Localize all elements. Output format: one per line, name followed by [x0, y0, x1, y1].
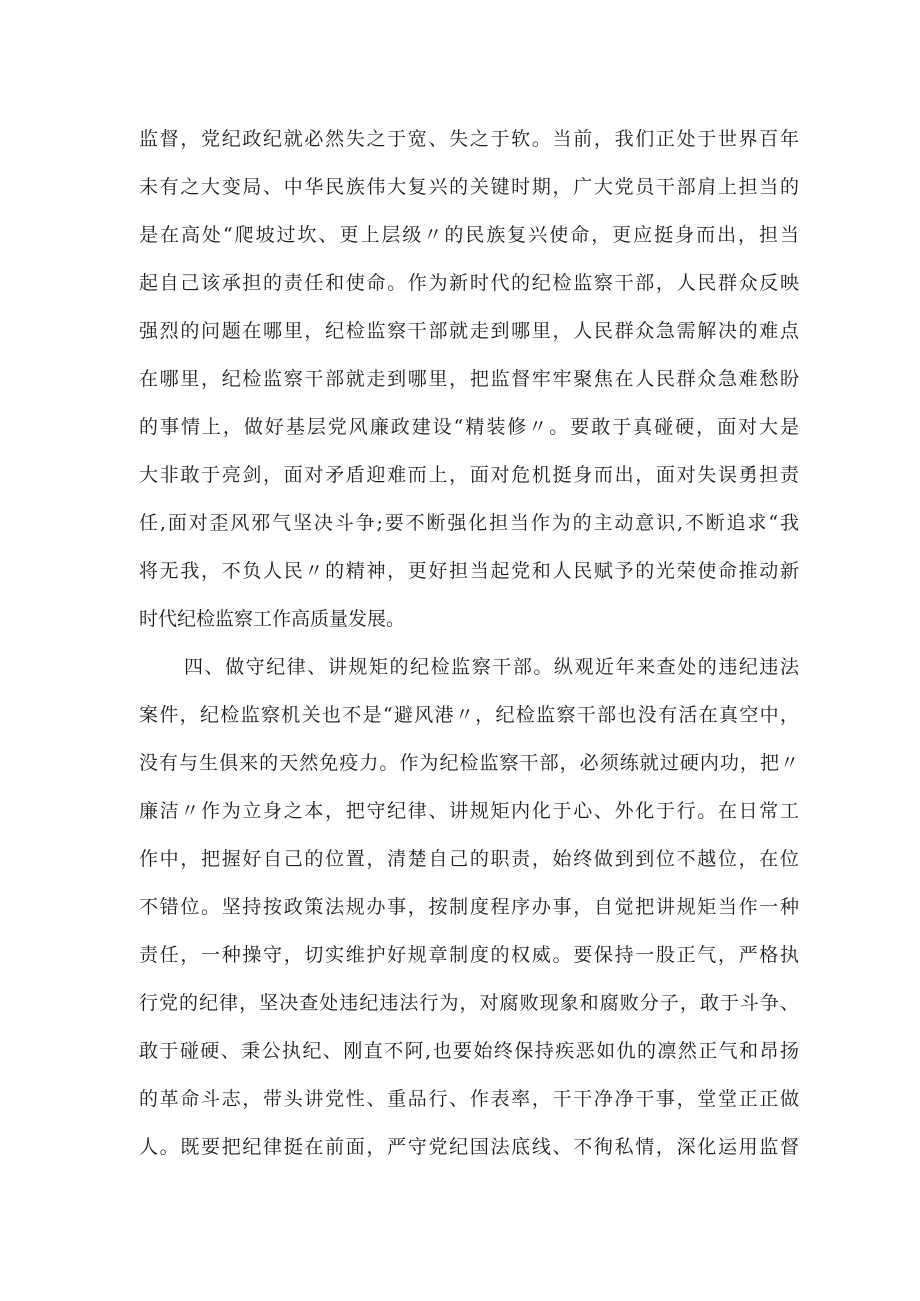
paragraph-2-line-11: 人。既要把纪律挺在前面，严守党纪国法底线、不徇私情，深化运用监督: [139, 1136, 799, 1158]
paragraph-1-line-3: 是在高处“爬坡过坎、更上层级〃的民族复兴使命，更应挺身而出，担当: [139, 224, 799, 246]
paragraph-2-line-7: 责任，一种操守，切实维护好规章制度的权威。要保持一股正气，严格执: [139, 944, 799, 966]
paragraph-2-line-1: 四、做守纪律、讲规矩的纪检监察干部。纵观近年来查处的违纪违法: [184, 656, 799, 678]
paragraph-1-line-4: 起自己该承担的责任和使命。作为新时代的纪检监察干部，人民群众反映: [139, 272, 799, 294]
paragraph-1-line-9: 任,面对歪风邪气坚决斗争;要不断强化担当作为的主动意识,不断追求“我: [139, 512, 799, 534]
paragraph-1-line-10: 将无我，不负人民〃的精神，更好担当起党和人民赋予的光荣使命推动新: [139, 560, 799, 582]
paragraph-1-line-8: 大非敢于亮剑，面对矛盾迎难而上，面对危机挺身而出，面对失误勇担责: [139, 464, 799, 486]
paragraph-1-line-11: 时代纪检监察工作高质量发展。: [139, 608, 406, 630]
paragraph-2-line-8: 行党的纪律，坚决查处违纪违法行为，对腐败现象和腐败分子，敢于斗争、: [139, 992, 799, 1014]
paragraph-1-line-5: 强烈的问题在哪里，纪检监察干部就走到哪里，人民群众急需解决的难点: [139, 320, 799, 342]
paragraph-1-line-7: 的事情上，做好基层党风廉政建设“精装修〃。要敢于真碰硬，面对大是: [139, 416, 799, 438]
paragraph-1-line-6: 在哪里，纪检监察干部就走到哪里，把监督牢牢聚焦在人民群众急难愁盼: [139, 368, 799, 390]
paragraph-1-line-1: 监督，党纪政纪就必然失之于宽、失之于软。当前，我们正处于世界百年: [139, 128, 799, 150]
paragraph-2-line-10: 的革命斗志，带头讲党性、重品行、作表率，干干净净干事，堂堂正正做: [139, 1088, 799, 1110]
paragraph-2-line-2: 案件，纪检监察机关也不是“避风港〃，纪检监察干部也没有活在真空中，: [139, 704, 799, 726]
paragraph-2-line-5: 作中，把握好自己的位置，清楚自己的职责，始终做到到位不越位，在位: [139, 848, 799, 870]
paragraph-2-line-3: 没有与生俱来的天然免疫力。作为纪检监察干部，必须练就过硬内功，把〃: [139, 752, 799, 774]
paragraph-2-line-9: 敢于碰硬、秉公执纪、刚直不阿,也要始终保持疾恶如仇的凛然正气和昂扬: [139, 1040, 799, 1062]
paragraph-2-line-4: 廉洁〃作为立身之本，把守纪律、讲规矩内化于心、外化于行。在日常工: [139, 800, 799, 822]
paragraph-2-line-6: 不错位。坚持按政策法规办事，按制度程序办事，自觉把讲规矩当作一种: [139, 896, 799, 918]
paragraph-1-line-2: 未有之大变局、中华民族伟大复兴的关键时期，广大党员干部肩上担当的: [139, 176, 799, 198]
